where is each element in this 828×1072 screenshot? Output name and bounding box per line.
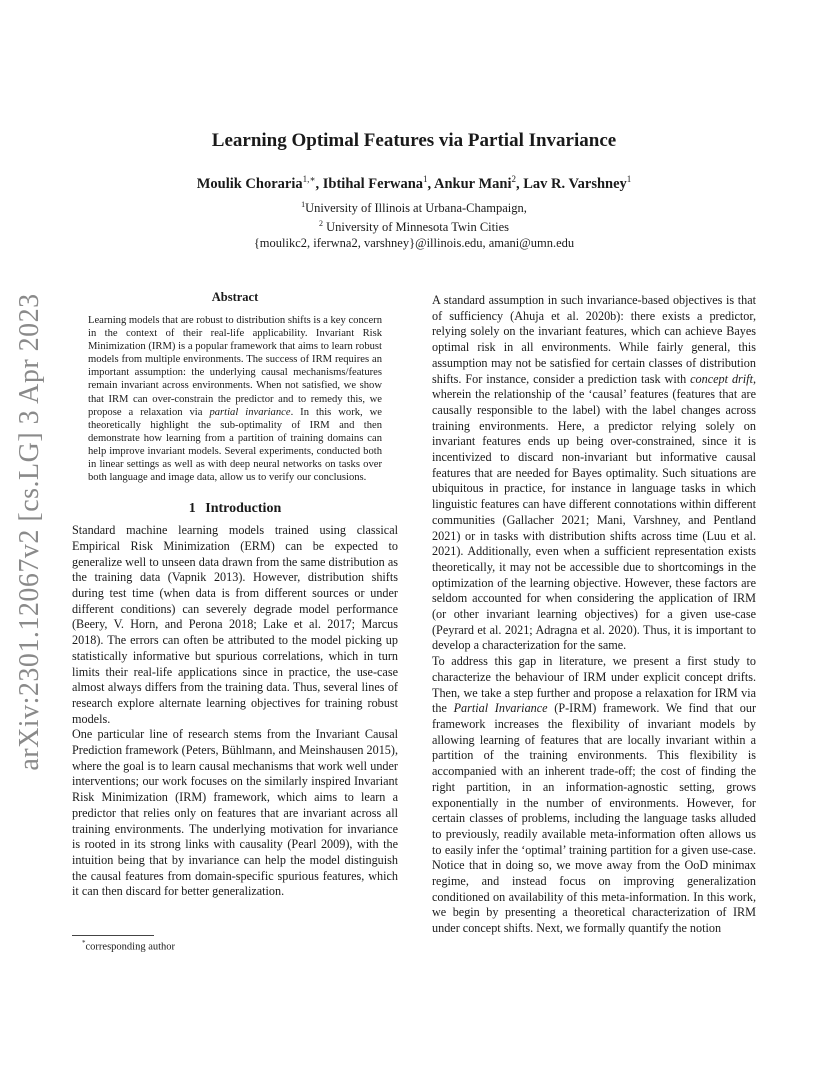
- author-name: Lav R. Varshney: [523, 175, 627, 192]
- author-affil-mark: 1: [423, 174, 428, 184]
- author-name: Ibtihal Ferwana: [322, 175, 424, 192]
- author-affil-mark: 2: [511, 174, 516, 184]
- author-name: Ankur Mani: [434, 175, 512, 192]
- footnote: [82, 939, 175, 953]
- footnote-rule: [72, 935, 154, 936]
- author-affil-mark: 1: [626, 174, 632, 184]
- arxiv-stamp: [10, 292, 50, 772]
- author-list: Moulik Choraria$^{1,∗}$, Ibtihal Ferwana$^1$, Ankur Mani$^2$, Lav R. Varshney$^1$: [196, 174, 632, 192]
- section-title: Introduction: [205, 501, 282, 517]
- author-affil-mark: 1,∗: [302, 174, 316, 184]
- section-heading-introduction: [72, 501, 398, 517]
- author-emails: {moulikc2, iferwna2, varshney}@illinois.edu, amani@umn.edu: [253, 236, 575, 251]
- abstract-heading: Abstract: [211, 290, 259, 304]
- abstract-emphasis: partial invariance: [209, 406, 291, 418]
- author-name: Moulik Choraria: [196, 175, 303, 192]
- paper-title: Learning Optimal Features via Partial Invariance: [211, 130, 617, 151]
- right-column: [432, 293, 756, 937]
- arxiv-identifier: arXiv:2301.12067v2 [cs.LG] 3 Apr 2023: [14, 293, 45, 771]
- affiliation-line: $^2$ University of Minnesota Twin Cities: [318, 219, 510, 235]
- intro-paragraph: Standard machine learning models trained using classical Empirical Risk Minimization (ERM) can be expected to generalize well to unseen data drawn from the same distribution as the training data (Vapnik 2013). However, distribution shifts during test time (when data is from different sources or under different conditions) can severely degrade model performance (Beery, V. Horn, and Perona 2018; Lake et al. 2017; Marcus 2018). The errors can often be attributed to the model picking up statistically informative but spurious correlations, which in turn limits their real-life applications since in practice, the use-case almost always differs from the training data. Thus, several lines of research explore alternate learning objectives for training robust models.: [72, 523, 398, 726]
- affiliation-line: $^1$University of Illinois at Urbana-Champaign,: [301, 200, 527, 216]
- body-paragraph: A standard assumption in such invariance-based objectives is that of sufficiency (Ahuja et al. 2020b): there exists a predictor, relying solely on the invariant features, which can achieve Bayes optimal risk in all environments. While fairly general, this assumption may not be satisfied for certain classes of distribution shifts. For instance, consider a prediction task with concept drift, wherein the relationship of the ‘causal’ features (features that are causally responsible to the label) with the label changes across training environments. Here, a predictor relying solely on invariant features ends up being over-constrained, since it is incentivized to discard non-invariant but informative causal features that are needed for Bayes optimality. Such situations are ubiquitous in practice, for instance in language tasks in which linguistic features can have different connotations within different communities (Gallacher 2021; Mani, Varshney, and Pentland 2021) or in tasks with distribution shifts across time (Luu et al. 2021). Additionally, even when a sufficient representation exists theoretically, it may not be accessible due to shortcomings in the optimization of the learning objective. However, these factors are seldom accounted for when considering the application of IRM (or other invariant learning objectives) for a given use-case (Peyrard et al. 2021; Adragna et al. 2020). Thus, it is important to develop a characterization for the same.: [432, 293, 756, 653]
- left-column: [72, 290, 398, 900]
- body-paragraph: To address this gap in literature, we present a first study to characterize the behaviour of IRM under explicit concept drifts. Then, we take a step further and propose a relaxation for IRM via the Partial Invariance (P-IRM) framework. We find that our framework increases the flexibility of invariant models by allowing learning of features that are locally invariant within a partition of the training environments. This flexibility is accompanied with an inherent trade-off; the cost of finding the right partition, in an information-agnostic setting, grows exponentially in the number of environments. However, for certain classes of problems, including the language tasks alluded to previously, readily available meta-information often allows us to easily infer the ‘optimal’ training partition for a given use-case. Notice that in doing so, we move away from the OoD minimax regime, and instead focus on improving generalization conditioned on availability of this meta-information. In this work, we begin by presenting a theoretical characterization of IRM under concept shifts. Next, we formally quantify the notion: [432, 654, 757, 936]
- affiliations: [72, 197, 756, 251]
- footnote-mark: *: [82, 939, 86, 947]
- intro-paragraph: One particular line of research stems from the Invariant Causal Prediction framework (Peters, Bühlmann, and Meinshausen 2015), where the goal is to learn causal mechanisms that work well under interventions; our work focuses on the similarly inspired Invariant Risk Minimization (IRM) framework, which aims to learn a predictor that relies only on features that are invariant across all training environments. The underlying motivation for invariance is rooted in its strong links with causality (Pearl 2009), with the intuition being that by invariance can help the model distinguish the causal features from domain-specific spurious features, which it can then discard for better generalization.: [72, 727, 398, 899]
- section-number: 1: [188, 501, 196, 517]
- footnote-text: corresponding author: [85, 941, 176, 953]
- abstract-text: Learning models that are robust to distribution shifts is a key concern in the context of their real-life applicability. Invariant Risk Minimization (IRM) is a popular framework that aims to learn robust models from multiple environments. The success of IRM requires an important assumption: the underlying causal mechanisms/features remain invariant across environments. When not satisfied, we show that IRM can over-constrain the predictor and to remedy this, we propose a relaxation via partial invariance. In this work, we theoretically highlight the sub-optimality of IRM and then demonstrate how learning from a partition of training domains can help improve invariant models. Several experiments, conducted both in linear settings as well as with deep neural networks on tasks over both language and image data, allow us to verify our conclusions.: [88, 315, 383, 484]
